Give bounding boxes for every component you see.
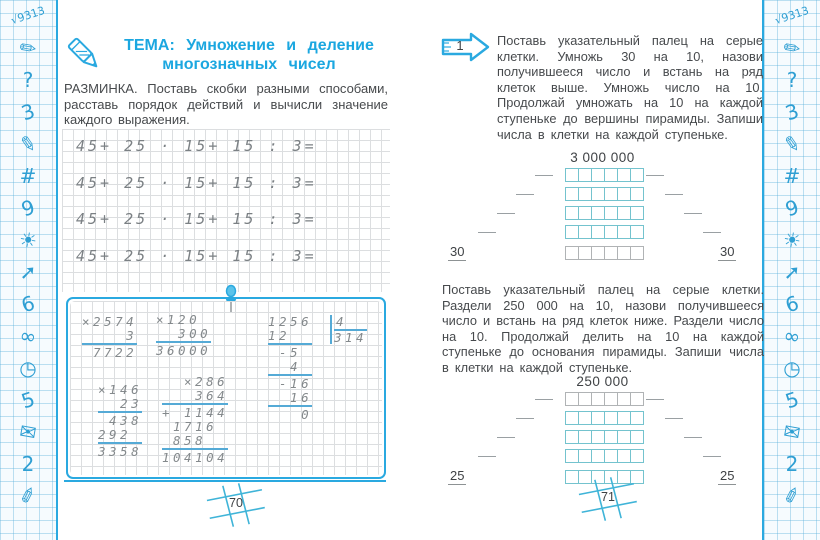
pyramid-cell <box>630 206 644 220</box>
pyramid-cell <box>578 449 592 463</box>
quotient: 314 <box>334 330 368 345</box>
pyramid-cell <box>565 187 579 201</box>
pyramid-cell <box>591 430 605 444</box>
margin-doodle: 5 <box>782 386 802 414</box>
pyramid-cell <box>604 206 618 220</box>
pyramid-cell <box>604 392 618 406</box>
margin-doodle: ✏ <box>17 34 39 62</box>
margin-doodle: ✉ <box>781 418 803 446</box>
margin-doodle: ? <box>786 68 798 92</box>
pyramid-cell <box>617 168 631 182</box>
margin-doodle: ∞ <box>781 322 803 350</box>
pyramid-cell <box>617 246 631 260</box>
pyramid-row <box>565 392 643 405</box>
pyramid-cell <box>565 470 579 484</box>
pyramid-row <box>565 225 643 238</box>
answer-dash <box>665 418 683 419</box>
margin-doodle: 2 <box>21 452 35 476</box>
pyramid-cell <box>604 168 618 182</box>
margin-doodle: ◷ <box>783 356 801 380</box>
margin-doodle: ➚ <box>783 260 801 284</box>
pyramid-row <box>565 449 643 462</box>
margin-doodle: √9313 <box>773 3 811 28</box>
pyramid-cell <box>591 392 605 406</box>
pyramid-cell <box>565 411 579 425</box>
pencil-icon <box>64 34 106 76</box>
answer-dash <box>665 194 683 195</box>
pyramid-cell <box>604 246 618 260</box>
pyramid-cell <box>604 187 618 201</box>
pyramid-row <box>565 187 643 200</box>
warmup-instructions: РАЗМИНКА. Поставь скобки разными способами, расставь порядок действий и вычисли значение каждого выражения. <box>64 81 388 127</box>
page-number-left <box>206 482 266 528</box>
pyramid-row <box>565 206 643 219</box>
margin-doodle: ✎ <box>17 130 39 158</box>
page-number-text: 71 <box>601 490 615 504</box>
margin-doodle: # <box>19 164 37 188</box>
margin-doodle: ✏ <box>781 34 803 62</box>
pyramid-cell <box>591 187 605 201</box>
pyramid-cell <box>617 411 631 425</box>
margin-doodle: 6 <box>782 290 802 318</box>
title-line-1: ТЕМА: Умножение и деление <box>124 37 374 54</box>
column-multiplication: ×146 23 438 292 3358 <box>98 382 143 459</box>
pyramid-cell <box>578 392 592 406</box>
answer-dash <box>535 175 553 176</box>
pyramid-side-label: 30 <box>450 244 465 259</box>
answer-dash <box>703 232 721 233</box>
pyramid-cell <box>617 206 631 220</box>
pyramid-cell <box>604 430 618 444</box>
worked-examples-box <box>66 297 386 479</box>
pyramid-cell <box>578 225 592 239</box>
pyramid-cell <box>604 411 618 425</box>
pyramid-cell <box>591 168 605 182</box>
pyramid2-top-label: 250 000 <box>576 374 629 389</box>
pyramid-cell <box>578 187 592 201</box>
pyramid-row <box>565 246 643 259</box>
pyramid-cell <box>617 430 631 444</box>
title-line-2: многозначных чисел <box>162 56 336 73</box>
expression-line: 45+ 25 · 15+ 15 : 3= <box>76 210 317 228</box>
margin-doodle: ✐ <box>16 481 40 511</box>
pyramid-cell <box>617 225 631 239</box>
margin-doodle: 3 <box>782 98 802 126</box>
page-number-text: 70 <box>229 496 243 510</box>
pyramid-cell <box>591 206 605 220</box>
margin-doodle: # <box>783 164 801 188</box>
pyramid-side-label: 30 <box>720 244 735 259</box>
answer-dash <box>478 456 496 457</box>
pyramid-cell <box>578 411 592 425</box>
pyramid-side-label: 25 <box>720 468 735 483</box>
page-title <box>108 36 390 74</box>
margin-doodle: 2 <box>785 452 799 476</box>
pyramid-cell <box>630 168 644 182</box>
pyramid-divide <box>440 374 765 486</box>
answer-dash <box>497 437 515 438</box>
pyramid-cell <box>565 449 579 463</box>
margin-doodle: ✐ <box>780 481 804 511</box>
pyramid-cell <box>591 449 605 463</box>
margin-doodle: ➚ <box>19 260 37 284</box>
margin-doodle: 9 <box>782 194 802 222</box>
pyramid-cell <box>617 449 631 463</box>
column-multiplication: ×120 300 36000 <box>156 312 212 358</box>
pyramid-cell <box>578 246 592 260</box>
pyramid-cell <box>604 449 618 463</box>
margin-doodle: ✉ <box>17 418 39 446</box>
pyramid-row <box>565 430 643 443</box>
pyramid-multiply <box>440 150 765 278</box>
pyramid-cell <box>591 411 605 425</box>
left-margin-doodles <box>0 0 58 540</box>
pyramid-cell <box>578 168 592 182</box>
column-multiplication: ×286 364 + 1144 1716 858 104104 <box>162 374 229 465</box>
pyramid-cell <box>591 246 605 260</box>
divisor: 4 <box>334 315 367 331</box>
answer-dash <box>684 437 702 438</box>
pyramid-cell <box>630 246 644 260</box>
margin-doodle: ? <box>22 68 34 92</box>
answer-dash <box>703 456 721 457</box>
answer-dash <box>516 418 534 419</box>
pyramid-cell <box>565 392 579 406</box>
page-right <box>440 0 765 540</box>
answer-dash <box>535 399 553 400</box>
page-number-right <box>578 476 638 522</box>
worked-examples-area <box>70 301 382 475</box>
pyramid-cell <box>630 187 644 201</box>
expression-line: 45+ 25 · 15+ 15 : 3= <box>76 137 317 155</box>
arrow-marker-icon <box>440 30 492 64</box>
pyramid-cell <box>617 187 631 201</box>
pyramid-cell <box>630 392 644 406</box>
answer-dash <box>478 232 496 233</box>
margin-doodle: ☀ <box>781 226 803 254</box>
margin-doodle: ✎ <box>781 130 803 158</box>
pyramid-side-label: 25 <box>450 468 465 483</box>
pyramid-cell <box>578 206 592 220</box>
pyramid-cell <box>630 411 644 425</box>
pyramid-cell <box>565 225 579 239</box>
pyramid-cell <box>604 225 618 239</box>
task2-instructions: Поставь указательный палец на серые клетки. Раздели 250 000 на 10, назови получившееся число и встань на ряд клеток ниже. Раздели число на 10. Продолжай делить на 10 на каждой ступеньке до основания пирамиды. Запиши числа в клетки на каждой ступеньке. <box>442 282 764 375</box>
pyramid-cell <box>630 430 644 444</box>
pyramid-cell <box>591 225 605 239</box>
pyramid1-top-label: 3 000 000 <box>570 150 635 165</box>
margin-doodle: 5 <box>18 386 38 414</box>
expression-practice-grid <box>62 129 390 292</box>
margin-doodle: 3 <box>18 98 38 126</box>
pyramid-cell <box>565 430 579 444</box>
answer-dash <box>684 213 702 214</box>
pyramid-cell <box>630 225 644 239</box>
pyramid-row <box>565 168 643 181</box>
margin-doodle: ∞ <box>17 322 39 350</box>
pyramid-cell <box>578 430 592 444</box>
margin-doodle: √9313 <box>9 3 47 28</box>
pyramid-row <box>565 411 643 424</box>
pyramid-cell <box>630 449 644 463</box>
margin-doodle: 6 <box>18 290 38 318</box>
pyramid-cell <box>617 392 631 406</box>
margin-doodle: ☀ <box>17 226 39 254</box>
answer-dash <box>497 213 515 214</box>
long-division: 1256 12 -5 4 -16 16 0 4 314 <box>268 314 368 422</box>
pyramid-cell <box>565 206 579 220</box>
task1-instructions: Поставь указательный палец на серые клетки. Умножь 30 на 10, назови получившееся число и встань на ряд клеток выше. Умножь число на 10. Продолжай умножать на 10 на каждой ступеньке до вершины пирамиды. Запиши числа в клетки на каждой ступеньке. <box>497 33 763 142</box>
page-left <box>62 0 390 540</box>
answer-dash <box>516 194 534 195</box>
column-multiplication: ×2574 3 7722 <box>82 314 138 360</box>
expression-line: 45+ 25 · 15+ 15 : 3= <box>76 174 317 192</box>
pyramid-cell <box>565 168 579 182</box>
answer-dash <box>646 399 664 400</box>
margin-doodle: ◷ <box>19 356 37 380</box>
right-margin-doodles <box>762 0 820 540</box>
answer-dash <box>646 175 664 176</box>
task-number: 1 <box>456 38 464 53</box>
expression-line: 45+ 25 · 15+ 15 : 3= <box>76 247 317 265</box>
pyramid-cell <box>565 246 579 260</box>
margin-doodle: 9 <box>18 194 38 222</box>
